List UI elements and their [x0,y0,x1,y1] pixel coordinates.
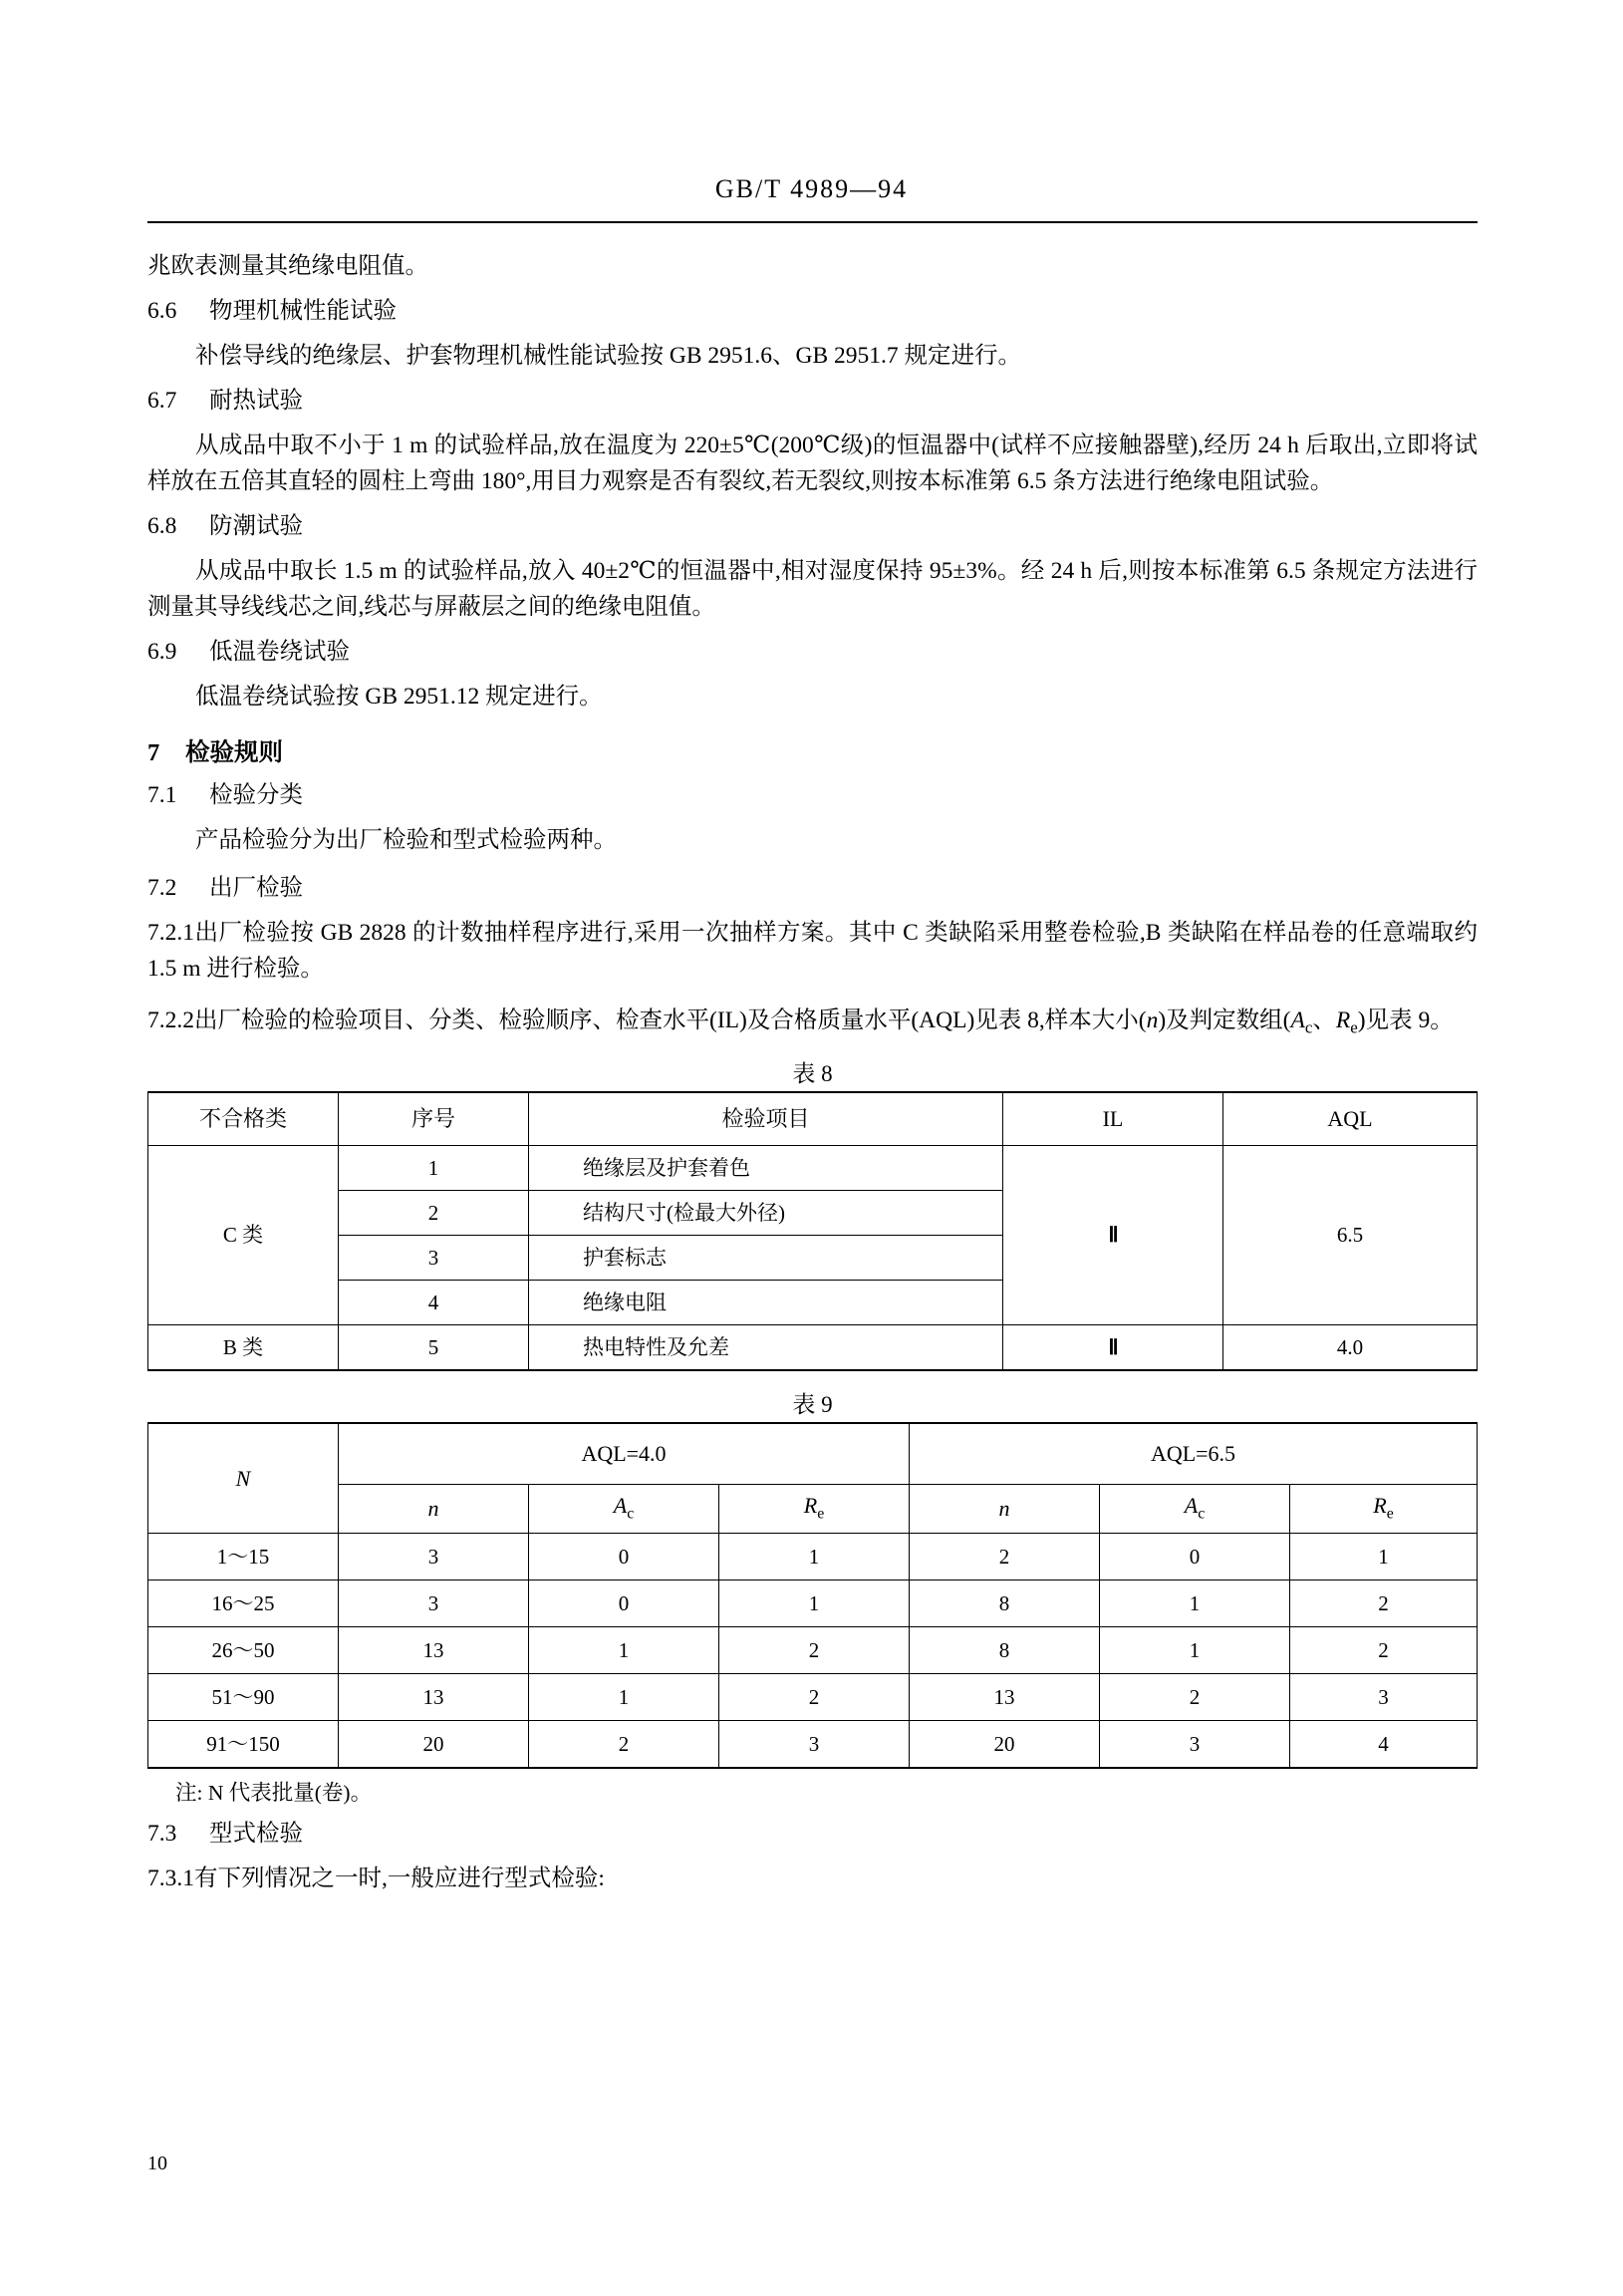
table-8-class-b-aql: 4.0 [1223,1325,1478,1371]
clause-6-7-text: 从成品中取不小于 1 m 的试验样品,放在温度为 220±5℃(200℃级)的恒温器中(试样不应接触器壁),经历 24 h 后取出,立即将试样放在五倍其直轻的圆柱上弯曲 180°,用目力观察是否有裂纹,若无裂纹,则按本标准第 6.5 条方法进行绝缘电阻试验。 [147,432,1478,495]
clause-6-7-title: 耐热试验 [209,387,303,414]
table-9-r1-a-n: 3 [339,1534,529,1580]
table-row [148,1146,1478,1191]
table-9-r2-a-re: 1 [719,1580,910,1627]
clause-7-2-2-number: 7.2.2 [147,1006,194,1033]
table-8-col-aql: AQL [1223,1092,1478,1146]
symbol-ac-re: $A_c$、$R_e$ [1290,1006,1358,1037]
clause-7-3-title: 型式检验 [209,1820,303,1847]
table-8-row3-no: 3 [339,1236,529,1281]
table-8-class-b: B 类 [148,1325,339,1371]
table-9-r5-b-re: 4 [1290,1721,1478,1769]
page-number: 10 [147,2152,167,2174]
table-9-r1-b-re: 1 [1290,1534,1478,1580]
table-8-row3-item: 护套标志 [529,1236,1003,1281]
clause-6-6-number: 6.6 [147,297,177,324]
clause-6-9-text: 低温卷绕试验按 GB 2951.12 规定进行。 [195,684,603,711]
table-8-row5-item: 热电特性及允差 [529,1325,1003,1371]
table-8-col-il: IL [1003,1092,1223,1146]
table-8-caption: 表 8 [792,1061,833,1087]
table-9-note: 注: N 代表批量(卷)。 [175,1781,373,1806]
table-9-r5-range: 91～150 [148,1721,339,1769]
clause-7-1-number: 7.1 [147,781,177,808]
table-9-r1-b-ac: 0 [1100,1534,1290,1580]
table-9-r4-b-n: 13 [910,1674,1100,1721]
page-header: GB/T 4989—94 [714,174,909,203]
clause-6-8-text: 从成品中取长 1.5 m 的试验样品,放入 40±2℃的恒温器中,相对湿度保持 95±3%。经 24 h 后,则按本标准第 6.5 条规定方法进行测量其导线线芯之间,线芯与屏蔽层之间的绝缘电阻值。 [147,558,1478,621]
table-row [148,1580,1478,1627]
table-9-r2-b-ac: 1 [1100,1580,1290,1627]
table-8-class-c-il: Ⅱ [1003,1146,1223,1325]
clause-7-3-heading [147,1820,1478,1847]
table-9-r3-b-n: 8 [910,1627,1100,1674]
symbol-n: (n [1138,1006,1159,1033]
table-9-sub-re-b: $R_e$ [1290,1485,1478,1534]
table-9-r2-b-n: 8 [910,1580,1100,1627]
table-8-row1-item: 绝缘层及护套着色 [529,1146,1003,1191]
header-divider [147,221,1478,223]
table-9-r4-b-ac: 2 [1100,1674,1290,1721]
table-9-r3-a-n: 13 [339,1627,529,1674]
table-8-row4-item: 绝缘电阻 [529,1281,1003,1325]
table-9-header-row-2 [148,1485,1478,1534]
table-9 [147,1422,1478,1769]
table-9-r4-a-re: 2 [719,1674,910,1721]
clause-7-1-heading [147,781,1478,808]
clause-7-1-title: 检验分类 [209,781,303,808]
table-9-header-row-1 [148,1423,1478,1485]
table-8-class-c: C 类 [148,1146,339,1325]
table-9-sub-n-b: n [910,1485,1100,1534]
table-9-r2-range: 16～25 [148,1580,339,1627]
clause-7-2-1-number: 7.2.1 [147,920,194,947]
clause-6-8-title: 防潮试验 [209,512,303,539]
table-9-group-aql-65: AQL=6.5 [910,1423,1478,1485]
table-row [148,1674,1478,1721]
table-row [148,1721,1478,1769]
table-9-sub-ac-b: $A_c$ [1100,1485,1290,1534]
table-9-r3-a-ac: 1 [529,1627,719,1674]
paragraph-continuation: 兆欧表测量其绝缘电阻值。 [147,253,428,279]
clause-6-6-text: 补偿导线的绝缘层、护套物理机械性能试验按 GB 2951.6、GB 2951.7 规定进行。 [195,343,1022,370]
table-9-r3-range: 26～50 [148,1627,339,1674]
table-8-col-no: 序号 [339,1092,529,1146]
table-8-row5-no: 5 [339,1325,529,1371]
table-8-class-c-aql: 6.5 [1223,1146,1478,1325]
document-body [147,249,1478,1897]
clause-7-2-1 [147,916,1478,987]
table-row [148,1325,1478,1371]
table-9-r1-a-ac: 0 [529,1534,719,1580]
clause-7-2-2-text-a: 出厂检验的检验项目、分类、检验顺序、检查水平(IL)及合格质量水平(AQL)见表 8,样本大小 [194,1006,1139,1033]
table-9-r1-a-re: 1 [719,1534,910,1580]
clause-7-1-text: 产品检验分为出厂检验和型式检验两种。 [195,827,617,854]
table-9-r5-b-ac: 3 [1100,1721,1290,1769]
clause-6-6-title: 物理机械性能试验 [209,297,397,324]
section-7-heading [147,741,1478,766]
table-9-r2-b-re: 2 [1290,1580,1478,1627]
table-8-col-class: 不合格类 [148,1092,339,1146]
clause-6-8-number: 6.8 [147,512,177,539]
table-9-sub-n-a: n [339,1485,529,1534]
clause-7-2-2-text-c: )见表 9。 [1357,1006,1454,1033]
clause-6-6-heading [147,297,1478,324]
table-9-r3-a-re: 2 [719,1627,910,1674]
table-9-r5-b-n: 20 [910,1721,1100,1769]
table-9-r4-a-ac: 1 [529,1674,719,1721]
table-9-r4-range: 51～90 [148,1674,339,1721]
table-9-caption: 表 9 [792,1392,833,1418]
table-8-row2-no: 2 [339,1191,529,1236]
table-9-r1-range: 1～15 [148,1534,339,1580]
table-9-r4-b-re: 3 [1290,1674,1478,1721]
section-7-number: 7 [147,739,160,767]
table-9-r3-b-ac: 1 [1100,1627,1290,1674]
clause-6-7-heading [147,387,1478,414]
table-9-group-aql-4: AQL=4.0 [339,1423,910,1485]
section-7-title: 检验规则 [185,739,283,767]
table-row [148,1534,1478,1580]
table-9-r2-a-n: 3 [339,1580,529,1627]
clause-7-3-1 [147,1862,1478,1897]
table-8-row1-no: 1 [339,1146,529,1191]
clause-6-9-title: 低温卷绕试验 [209,638,350,665]
clause-7-2-title: 出厂检验 [209,874,303,901]
table-8-class-b-il: Ⅱ [1003,1325,1223,1371]
clause-7-3-1-text: 有下列情况之一时,一般应进行型式检验: [194,1866,605,1892]
clause-6-9-heading [147,638,1478,665]
table-9-r5-a-re: 3 [719,1721,910,1769]
table-8-row2-item: 结构尺寸(检最大外径) [529,1191,1003,1236]
table-9-sub-ac-a: $A_c$ [529,1485,719,1534]
table-9-r3-b-re: 2 [1290,1627,1478,1674]
clause-7-3-number: 7.3 [147,1820,177,1847]
table-9-sub-re-a: $R_e$ [719,1485,910,1534]
table-9-col-n: N [235,1465,251,1491]
clause-7-2-number: 7.2 [147,874,177,901]
clause-7-2-1-text: 出厂检验按 GB 2828 的计数抽样程序进行,采用一次抽样方案。其中 C 类缺陷采用整卷检验,B 类缺陷在样品卷的任意端取约 1.5 m 进行检验。 [147,920,1478,982]
table-9-r5-a-n: 20 [339,1721,529,1769]
table-8-col-item: 检验项目 [529,1092,1003,1146]
clause-7-2-2 [147,1004,1478,1040]
table-9-r2-a-ac: 0 [529,1580,719,1627]
clause-7-2-heading [147,874,1478,901]
clause-7-3-1-number: 7.3.1 [147,1866,194,1892]
clause-6-7-number: 6.7 [147,387,177,414]
clause-6-8-heading [147,512,1478,539]
table-9-r1-b-n: 2 [910,1534,1100,1580]
clause-6-9-number: 6.9 [147,638,177,665]
table-8 [147,1091,1478,1371]
table-8-row4-no: 4 [339,1281,529,1325]
table-row [148,1627,1478,1674]
clause-7-2-2-text-b: )及判定数组( [1158,1006,1291,1033]
table-9-r4-a-n: 13 [339,1674,529,1721]
table-8-header-row [148,1092,1478,1146]
table-9-r5-a-ac: 2 [529,1721,719,1769]
